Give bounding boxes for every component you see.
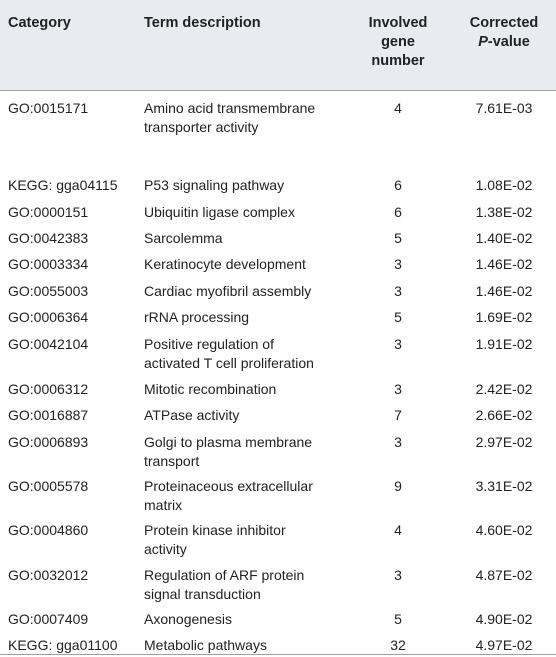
- header-pval-line2: [456, 33, 552, 52]
- cell-category: GO:0006364: [8, 309, 89, 325]
- cell-corrected-pvalue: 4.60E-02: [475, 522, 533, 538]
- term-line2: signal transduction: [144, 586, 261, 602]
- cell-gene-number: 3: [394, 283, 402, 299]
- cell-gene-number: 32: [390, 637, 406, 653]
- term-line1: Regulation of ARF protein: [144, 567, 305, 583]
- cell-term-description: [144, 255, 344, 274]
- header-corrected-pvalue: [456, 14, 552, 52]
- cell-gene-number: 5: [394, 611, 402, 627]
- term-line1: Amino acid transmembrane: [144, 100, 316, 116]
- cell-corrected-pvalue: 1.91E-02: [475, 336, 533, 352]
- cell-term-description: [144, 380, 344, 399]
- header-gene-line3: number: [371, 53, 425, 69]
- cell-term-description: [144, 566, 344, 604]
- term-line2: activity: [144, 541, 187, 557]
- table-bottom-rule: [0, 654, 556, 655]
- term-line1: Keratinocyte development: [144, 256, 306, 272]
- cell-corrected-pvalue: 7.61E-03: [475, 100, 533, 116]
- header-category: Category: [8, 15, 71, 31]
- cell-corrected-pvalue: 2.97E-02: [475, 434, 533, 450]
- term-line1: Axonogenesis: [144, 611, 232, 627]
- cell-category: GO:0003334: [8, 256, 89, 272]
- cell-corrected-pvalue: 1.40E-02: [475, 230, 533, 246]
- cell-corrected-pvalue: 1.38E-02: [475, 204, 533, 220]
- cell-gene-number: 7: [394, 407, 402, 423]
- cell-category: GO:0007409: [8, 611, 89, 627]
- cell-corrected-pvalue: 1.69E-02: [475, 309, 533, 325]
- term-line1: Cardiac myofibril assembly: [144, 283, 312, 299]
- cell-gene-number: 4: [394, 100, 402, 116]
- cell-corrected-pvalue: 1.46E-02: [475, 256, 533, 272]
- header-gene-number: [360, 14, 436, 71]
- term-line2: transport: [144, 453, 200, 469]
- cell-gene-number: 3: [394, 256, 402, 272]
- table-header: [0, 0, 556, 90]
- header-gene-line1: Involved: [368, 15, 428, 31]
- cell-term-description: [144, 176, 344, 195]
- cell-term-description: [144, 433, 344, 471]
- cell-term-description: [144, 203, 344, 222]
- cell-gene-number: 6: [394, 204, 402, 220]
- cell-category: KEGG: gga01100: [8, 637, 118, 653]
- header-gene-line2: gene: [381, 34, 415, 50]
- cell-gene-number: 6: [394, 177, 402, 193]
- cell-category: GO:0055003: [8, 283, 89, 299]
- term-line1: Protein kinase inhibitor: [144, 522, 286, 538]
- cell-category: GO:0006893: [8, 434, 89, 450]
- cell-gene-number: 5: [394, 230, 402, 246]
- cell-corrected-pvalue: 4.97E-02: [475, 637, 533, 653]
- cell-category: KEGG: gga04115: [8, 177, 118, 193]
- cell-corrected-pvalue: 2.42E-02: [475, 381, 533, 397]
- term-line2: matrix: [144, 497, 183, 513]
- cell-term-description: [144, 229, 344, 248]
- cell-category: GO:0000151: [8, 204, 89, 220]
- term-line1: Sarcolemma: [144, 230, 223, 246]
- cell-corrected-pvalue: 4.90E-02: [475, 611, 533, 627]
- cell-term-description: [144, 99, 344, 137]
- cell-corrected-pvalue: 1.46E-02: [475, 283, 533, 299]
- term-line1: Golgi to plasma membrane: [144, 434, 313, 450]
- cell-category: GO:0006312: [8, 381, 89, 397]
- cell-gene-number: 4: [394, 522, 402, 538]
- header-divider: [0, 90, 556, 91]
- header-pval-line1: Corrected: [469, 15, 539, 31]
- cell-category: GO:0004860: [8, 522, 89, 538]
- header-pval-rest: -value: [487, 34, 530, 50]
- cell-corrected-pvalue: 3.31E-02: [475, 478, 533, 494]
- cell-corrected-pvalue: 4.87E-02: [475, 567, 533, 583]
- cell-gene-number: 3: [394, 336, 402, 352]
- cell-term-description: [144, 406, 344, 425]
- cell-category: GO:0015171: [8, 100, 89, 116]
- term-line1: Positive regulation of: [144, 336, 274, 352]
- cell-term-description: [144, 282, 344, 301]
- cell-category: GO:0016887: [8, 407, 89, 423]
- cell-category: GO:0032012: [8, 567, 89, 583]
- term-line2: transporter activity: [144, 119, 259, 135]
- cell-term-description: [144, 335, 344, 373]
- cell-term-description: [144, 636, 344, 655]
- term-line1: Metabolic pathways: [144, 637, 267, 653]
- term-line1: Proteinaceous extracellular: [144, 478, 313, 494]
- cell-gene-number: 9: [394, 478, 402, 494]
- cell-term-description: [144, 477, 344, 515]
- header-pval-italic: P: [478, 34, 488, 50]
- header-term-description: Term description: [144, 15, 261, 31]
- cell-term-description: [144, 610, 344, 629]
- term-line1: ATPase activity: [144, 407, 240, 423]
- cell-gene-number: 3: [394, 381, 402, 397]
- cell-category: GO:0042104: [8, 336, 89, 352]
- cell-gene-number: 5: [394, 309, 402, 325]
- term-line1: Mitotic recombination: [144, 381, 277, 397]
- cell-gene-number: 3: [394, 434, 402, 450]
- term-line2: activated T cell proliferation: [144, 355, 314, 371]
- term-line1: P53 signaling pathway: [144, 177, 285, 193]
- term-line1: rRNA processing: [144, 309, 250, 325]
- term-line1: Ubiquitin ligase complex: [144, 204, 295, 220]
- cell-term-description: [144, 308, 344, 327]
- cell-category: GO:0005578: [8, 478, 89, 494]
- cell-corrected-pvalue: 1.08E-02: [475, 177, 533, 193]
- cell-term-description: [144, 521, 344, 559]
- cell-corrected-pvalue: 2.66E-02: [475, 407, 533, 423]
- cell-gene-number: 3: [394, 567, 402, 583]
- cell-category: GO:0042383: [8, 230, 89, 246]
